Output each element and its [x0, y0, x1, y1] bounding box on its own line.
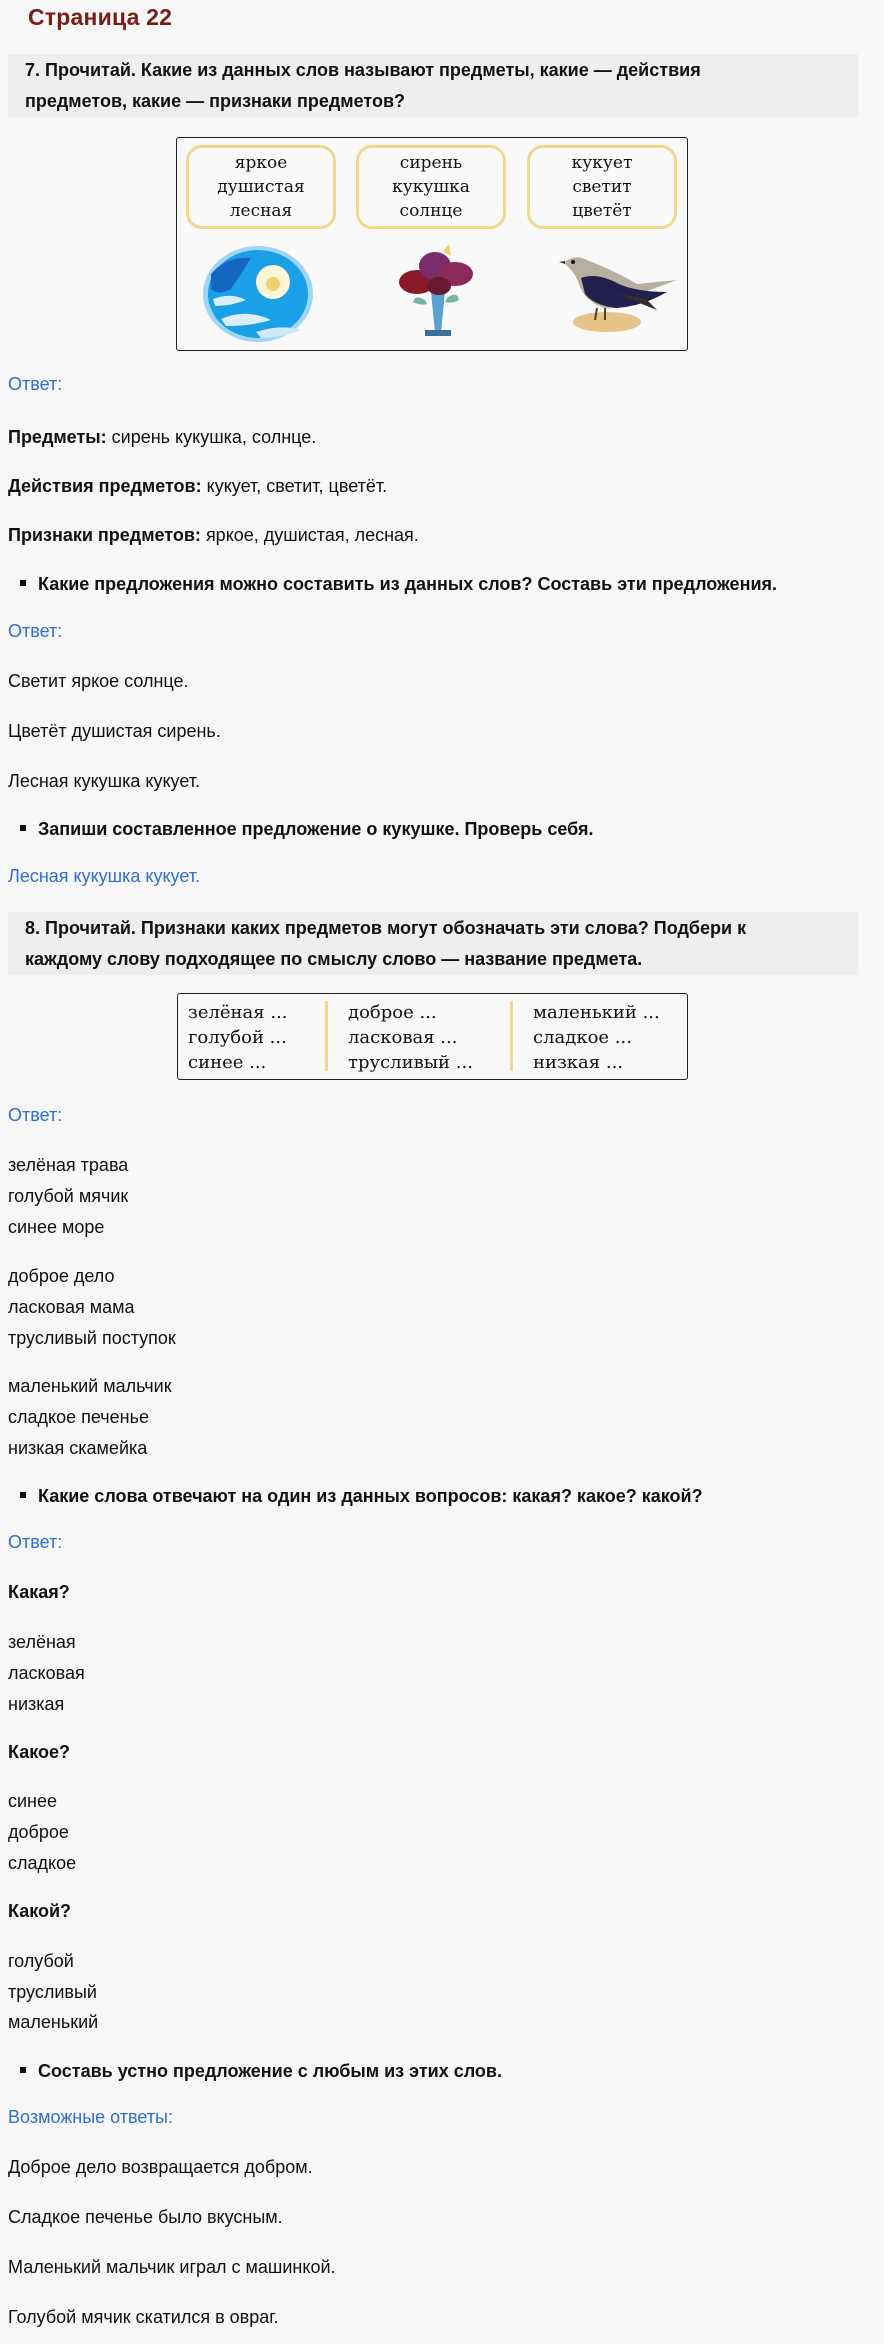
subquestion-text: Составь устно предложение с любым из этих слов.: [38, 2061, 502, 2081]
card-word: кукует: [571, 153, 633, 173]
card-word: лесная: [229, 201, 293, 221]
lilac-vase-picture: [395, 242, 477, 340]
answer-label: Ответ:: [8, 1105, 63, 1125]
sentence: Светит яркое солнце.: [8, 671, 189, 691]
word-column: [188, 1000, 288, 1075]
bullet-icon: [20, 1492, 26, 1498]
table-word: сладкое ...: [533, 1027, 632, 1048]
table-word: низкая ...: [533, 1052, 624, 1073]
word: зелёная: [8, 1632, 76, 1652]
task8-subquestion-1: [20, 1486, 703, 1507]
task8-question-line2: каждому слову подходящее по смыслу слово — название предмета.: [25, 949, 643, 969]
column-divider: [325, 1001, 328, 1071]
task7-illustration: [176, 137, 688, 351]
table-word: маленький ...: [533, 1002, 660, 1023]
sentence: Доброе дело возвращается добром.: [8, 2157, 313, 2177]
phrase: сладкое печенье: [8, 1407, 149, 1427]
phrase: доброе дело: [8, 1266, 115, 1286]
card-word: светит: [572, 177, 632, 197]
card-word: цветёт: [572, 201, 632, 221]
task7-question-line1: 7. Прочитай. Какие из данных слов называют предметы, какие — действия: [25, 60, 701, 80]
task7-question: [8, 54, 858, 117]
answer-nouns-text: сирень кукушка, солнце.: [106, 427, 317, 447]
phrase: синее море: [8, 1217, 105, 1237]
answer-label: Возможные ответы:: [8, 2107, 173, 2127]
subquestion-text: Какие предложения можно составить из данных слов? Составь эти предложения.: [38, 574, 778, 594]
answer-adjectives: [8, 525, 419, 546]
answer-label: Ответ:: [8, 374, 63, 394]
group-heading: Какой?: [8, 1901, 72, 1921]
answer-adjectives-text: яркое, душистая, лесная.: [200, 525, 419, 545]
phrase: маленький мальчик: [8, 1376, 172, 1396]
phrase: трусливый поступок: [8, 1328, 176, 1348]
answer-nouns: [8, 427, 316, 448]
bullet-icon: [20, 580, 26, 586]
card-word: душистая: [217, 177, 305, 197]
column-divider: [510, 1001, 513, 1071]
task8-subquestion-2: [20, 2061, 502, 2082]
subquestion-text: Какие слова отвечают на один из данных вопросов: какая? какое? какой?: [38, 1486, 703, 1506]
word-card-verbs: [527, 145, 677, 229]
answer-verbs: [8, 476, 387, 497]
card-word: сирень: [399, 153, 463, 173]
table-word: доброе ...: [348, 1002, 437, 1023]
word: маленький: [8, 2012, 99, 2032]
answer-text: Лесная кукушка кукует.: [8, 866, 201, 886]
task7-question-line2: предметов, какие — признаки предметов?: [25, 91, 406, 111]
bullet-icon: [20, 825, 26, 831]
answer-nouns-label: Предметы:: [8, 427, 107, 447]
phrase: голубой мячик: [8, 1186, 129, 1206]
card-word: кукушка: [392, 177, 470, 197]
word: низкая: [8, 1694, 65, 1714]
sun-sky-picture: [201, 244, 315, 344]
group-heading: Какое?: [8, 1742, 70, 1762]
table-word: зелёная ...: [188, 1002, 288, 1023]
sentence: Лесная кукушка кукует.: [8, 771, 201, 791]
task7-subquestion-1: [20, 574, 777, 595]
phrase: зелёная трава: [8, 1155, 129, 1175]
word: доброе: [8, 1822, 69, 1842]
word: ласковая: [8, 1663, 85, 1683]
table-word: голубой ...: [188, 1027, 287, 1048]
word: трусливый: [8, 1982, 97, 2002]
answer-verbs-text: кукует, светит, цветёт.: [201, 476, 388, 496]
sentence: Цветёт душистая сирень.: [8, 721, 221, 741]
task8-word-table: [177, 993, 688, 1080]
answer-label: Ответ:: [8, 621, 63, 641]
word: синее: [8, 1791, 58, 1811]
subquestion-text: Запиши составленное предложение о кукушке. Проверь себя.: [38, 819, 594, 839]
card-word: яркое: [234, 153, 288, 173]
table-word: трусливый ...: [348, 1052, 473, 1073]
task8-question-line1: 8. Прочитай. Признаки каких предметов могут обозначать эти слова? Подбери к: [25, 918, 747, 938]
task8-question: [8, 912, 858, 975]
table-word: синее ...: [188, 1052, 267, 1073]
word-card-adjectives: [186, 145, 336, 229]
card-word: солнце: [399, 201, 463, 221]
answer-label: Ответ:: [8, 1532, 63, 1552]
task7-subquestion-2: [20, 819, 594, 840]
phrase: ласковая мама: [8, 1297, 135, 1317]
word-column: [533, 1000, 660, 1075]
phrase: низкая скамейка: [8, 1438, 148, 1458]
word: голубой: [8, 1951, 74, 1971]
page-title: Страница 22: [28, 4, 173, 30]
group-heading: Какая?: [8, 1582, 70, 1602]
answer-verbs-label: Действия предметов:: [8, 476, 202, 496]
sentence: Голубой мячик скатился в овраг.: [8, 2307, 279, 2327]
word-card-nouns: [356, 145, 506, 229]
sentence: Сладкое печенье было вкусным.: [8, 2207, 283, 2227]
table-word: ласковая ...: [348, 1027, 458, 1048]
word: сладкое: [8, 1853, 77, 1873]
word-column: [348, 1000, 473, 1075]
cuckoo-bird-picture: [557, 250, 679, 336]
bullet-icon: [20, 2067, 26, 2073]
answer-adjectives-label: Признаки предметов:: [8, 525, 201, 545]
sentence: Маленький мальчик играл с машинкой.: [8, 2257, 336, 2277]
